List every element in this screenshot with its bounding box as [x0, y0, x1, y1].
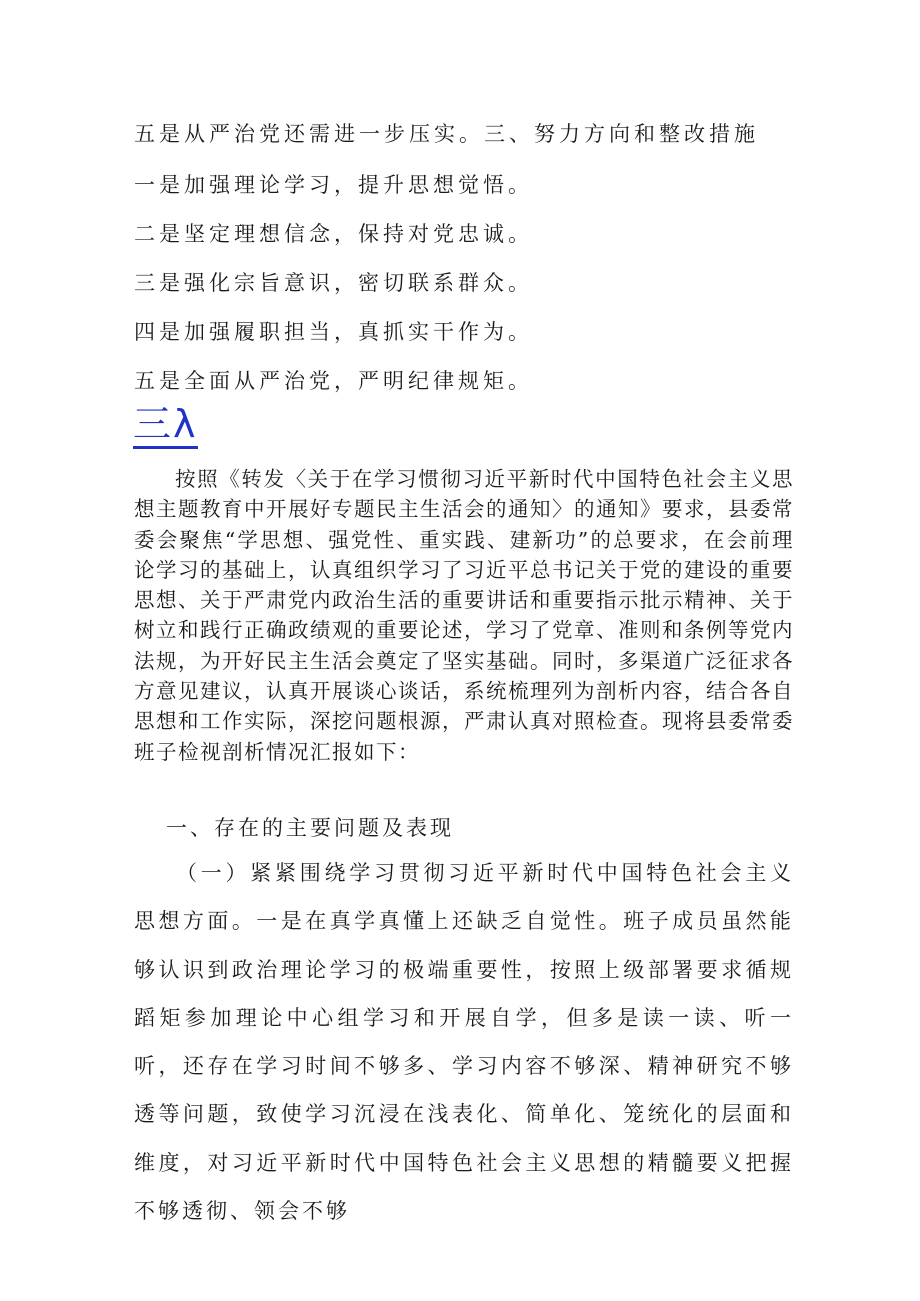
body-paragraph: （一）紧紧围绕学习贯彻习近平新时代中国特色社会主义思想方面。一是在真学真懂上还缺乏自觉性。班子成员虽然能够认识到政治理论学习的极端重要性，按照上级部署要求循规蹈矩参加理论中心组学习和开展自学，但多是读一读、听一听，还存在学习时间不够多、学习内容不够深、精神研究不够透等问题，致使学习沉浸在浅表化、简单化、笼统化的层面和维度，对习近平新时代中国特色社会主义思想的精髓要义把握不够透彻、领会不够: [134, 861, 794, 1224]
top-line: 五是从严治党还需进一步压实。三、努力方向和整改措施: [134, 122, 759, 146]
measure-item: [134, 267, 533, 297]
measure-item-a: 二是坚定理想信念，: [134, 222, 359, 246]
intro-paragraph: 按照《转发〈关于在学习惯彻习近平新时代中国特色社会主义思想主题教育中开展好专题民主生活会的通知〉的通知》要求，县委常委会聚焦“学思想、强党性、重实践、建新功”的总要求，在会前理论学习的基础上，认真组织学习了习近平总书记关于党的建设的重要思想、关于严肃党内政治生活的重要讲话和重要指示批示精神、关于树立和践行正确政绩观的重要论述，学习了党章、准则和条例等党内法规，为开好民主生活会奠定了坚实基础。同时，多渠道广泛征求各方意见建议，认真开展谈心谈话，系统梳理列为剖析内容，结合各自思想和工作实际，深挖问题根源，严肃认真对照检查。现将县委常委班子检视剖析情况汇报如下：: [134, 467, 794, 764]
measure-item: [134, 365, 533, 395]
measure-item: [134, 218, 533, 248]
measure-item-a: 四是加强履职担当，: [134, 320, 359, 344]
measure-item-a: 五是全面从严治党，: [134, 369, 359, 393]
section-heading: 三λ: [133, 402, 198, 449]
measure-item-b: 密切联系群众。: [358, 271, 533, 295]
measure-item: [134, 169, 533, 199]
measure-item-a: 三是强化宗旨意识，: [134, 271, 359, 295]
measure-item-b: 提升思想觉悟。: [358, 173, 533, 197]
measure-item-b: 真抓实干作为。: [358, 320, 533, 344]
measure-item-a: 一是加强理论学习，: [134, 173, 359, 197]
measure-item: [134, 316, 533, 346]
section-title: 一、存在的主要问题及表现: [166, 816, 454, 840]
measure-item-b: 严明纪律规矩。: [358, 369, 533, 393]
measure-item-b: 保持对党忠诚。: [358, 222, 533, 246]
